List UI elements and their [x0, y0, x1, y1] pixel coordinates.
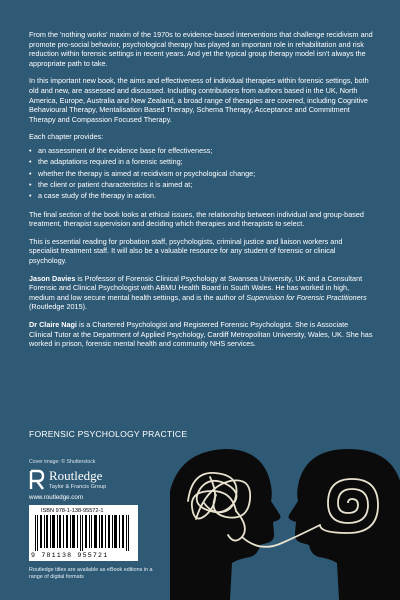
intro-paragraph: This is essential reading for probation staff, psychologists, criminal justice and liaison workers and specialist treatment staff. It will also be a valuable resource for any student of forensic or clinical psychology.: [29, 236, 343, 266]
list-item: • a case study of the therapy in action.: [29, 191, 373, 201]
series-name: FORENSIC PSYCHOLOGY PRACTICE: [29, 429, 188, 439]
author-bio: [29, 320, 373, 349]
author-bio: [29, 274, 373, 312]
routledge-logo-icon: [29, 469, 45, 491]
back-cover-copy: [29, 30, 373, 357]
author-book-title: Supervision for Forensic Practitioners: [246, 292, 367, 302]
isbn-label: ISBN 978-1-138-95572-1: [41, 508, 104, 514]
publisher-url: www.routledge.com: [29, 494, 83, 501]
isbn-barcode: [29, 505, 138, 561]
publisher-block: [29, 468, 169, 504]
author-bio-text: is a Chartered Psychologist and Registered Forensic Psychologist. She is Associate Clinical Tutor at the Department of Applied Psychology, Cardiff Metropolitan University, Wales, UK. She has worked in prison, forensic mental health and community NHS services.: [29, 320, 373, 349]
cover-art-two-heads: [170, 441, 400, 600]
ebook-note: Routledge titles are available as eBook editions in a range of digital formats: [29, 567, 153, 580]
author-bio-text: (Routledge 2015).: [29, 302, 88, 312]
chapter-features-list: [29, 146, 373, 201]
list-item: • the adaptations required in a forensic setting;: [29, 157, 373, 167]
barcode-digits: 9 781138 955721: [31, 552, 109, 559]
list-item: • whether the therapy is aimed at recidivism or psychological change;: [29, 169, 373, 179]
intro-paragraph: The final section of the book looks at ethical issues, the relationship between individual and group-based treatment, therapist supervision and deciding which therapies and therapists to select.: [29, 209, 364, 229]
publisher-tagline: Taylor & Francis Group: [49, 484, 107, 490]
author-name: Dr Claire Nagi: [29, 320, 77, 329]
author-name: Jason Davies: [29, 273, 76, 283]
left-head-silhouette: [170, 449, 281, 600]
right-head-silhouette: [289, 449, 400, 600]
each-chapter-label: Each chapter provides:: [29, 132, 104, 142]
cover-credit: Cover image: © Shutterstock: [29, 459, 96, 465]
barcode-icon: [33, 515, 133, 551]
publisher-name: Routledge: [49, 468, 103, 483]
intro-paragraph: From the 'nothing works' maxim of the 1970s to evidence-based interventions that challenge recidivism and promote pro-social behavior, psychological therapy has played an important role in rehabilitation and risk reduction within forensic settings in recent years. And yet the typical group therapy model isn't always the appropriate path to take.: [29, 30, 373, 68]
author-bio-text: is Professor of Forensic Clinical Psychology at Swansea University, UK and a Consultant Forensic and Clinical Psychologist with ABMU Health Board in South Wales. He has worked in high, medium and low secure mental health settings, and is the author of: [29, 273, 363, 302]
list-item: • the client or patient characteristics it is aimed at;: [29, 180, 373, 190]
list-item: • an assessment of the evidence base for effectiveness;: [29, 146, 373, 156]
intro-paragraph: In this important new book, the aims and effectiveness of individual therapies within forensic settings, both old and new, are assessed and discussed. Including contributions from authors based in the UK, North America, Europe, Australia and New Zealand, a broad range of therapies are covered, including Cognitive Behavioural Therapy, Mentalisation Based Therapy, Schema Therapy, Acceptance and Commitment Therapy and Compassion Focused Therapy.: [29, 76, 369, 124]
